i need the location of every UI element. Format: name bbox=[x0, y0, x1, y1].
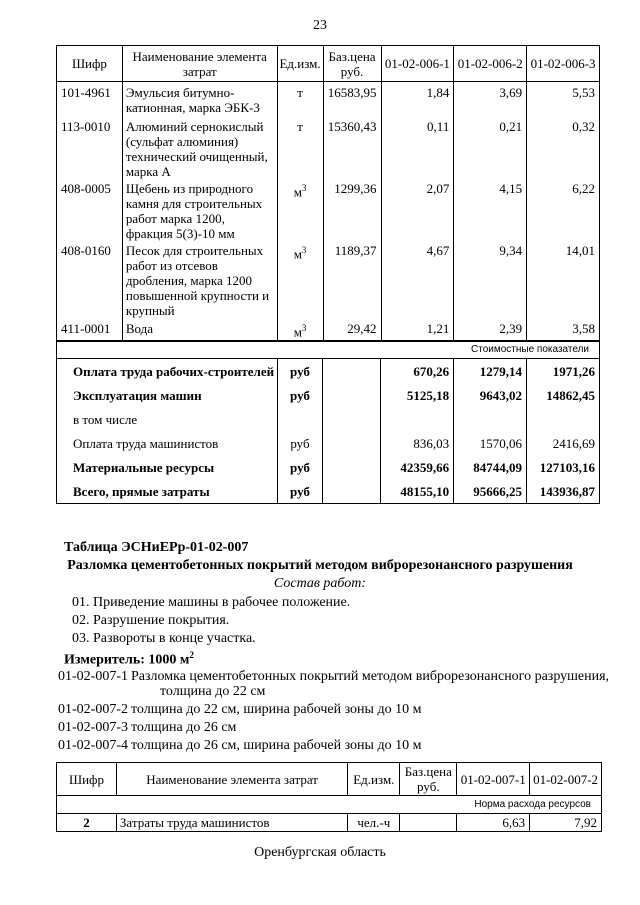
summary-price bbox=[323, 407, 381, 431]
row-price: 29,42 bbox=[323, 320, 381, 342]
summary-price bbox=[323, 359, 381, 384]
measure-text: Измеритель: 1000 м bbox=[64, 652, 190, 668]
row-price bbox=[400, 814, 457, 832]
summary-label: Всего, прямые затраты bbox=[57, 479, 278, 504]
row-code: 411-0001 bbox=[57, 320, 123, 342]
header-code: Шифр bbox=[57, 763, 117, 796]
summary-value-3: 2416,69 bbox=[527, 431, 600, 455]
row-value-2: 3,69 bbox=[454, 82, 527, 118]
summary-value-3: 143936,87 bbox=[527, 479, 600, 504]
row-code: 408-0005 bbox=[57, 180, 123, 242]
header-col2: 01-02-007-2 bbox=[530, 763, 602, 796]
header-name: Наименование элемента затрат bbox=[116, 763, 347, 796]
row-price: 1299,36 bbox=[323, 180, 381, 242]
summary-value-2: 9643,02 bbox=[454, 383, 527, 407]
summary-unit: руб bbox=[277, 479, 323, 504]
summary-price bbox=[323, 479, 381, 504]
summary-value-1: 5125,18 bbox=[381, 383, 454, 407]
unit-sup: 3 bbox=[301, 182, 307, 193]
row-value-1: 4,67 bbox=[381, 242, 454, 320]
row-value-3: 3,58 bbox=[527, 320, 600, 342]
row-code: 408-0160 bbox=[57, 242, 123, 320]
rate-text: толщина до 22 см bbox=[160, 684, 266, 699]
summary-price bbox=[323, 455, 381, 479]
row-code: 101-4961 bbox=[57, 82, 123, 118]
row-unit bbox=[277, 242, 323, 320]
header-unit: Ед.изм. bbox=[348, 763, 400, 796]
summary-row bbox=[57, 431, 600, 455]
header-name: Наименование элемента затрат bbox=[122, 46, 277, 82]
summary-price bbox=[323, 383, 381, 407]
table-row bbox=[57, 814, 602, 832]
work-item: 02. Разрушение покрытия. bbox=[72, 613, 230, 628]
summary-value-3: 127103,16 bbox=[527, 455, 600, 479]
row-value-3: 0,32 bbox=[527, 118, 600, 180]
rate-text: Разломка цементобетонных покрытий методом виброрезонансного разрушения, bbox=[131, 669, 610, 684]
section-heading: Разломка цементобетонных покрытий методом виброрезонансного разрушения bbox=[67, 558, 573, 573]
unit-text: м bbox=[293, 183, 302, 199]
rate-code: 01-02-007-1 bbox=[58, 669, 128, 684]
summary-value-1: 42359,66 bbox=[381, 455, 454, 479]
row-value-2: 9,34 bbox=[454, 242, 527, 320]
cost-header: Стоимостные показатели bbox=[57, 341, 600, 359]
row-name: Затраты труда машинистов bbox=[116, 814, 347, 832]
norm-header: Норма расхода ресурсов bbox=[57, 796, 602, 814]
header-col3: 01-02-006-3 bbox=[527, 46, 600, 82]
header-col1: 01-02-006-1 bbox=[381, 46, 454, 82]
measure-sup: 2 bbox=[189, 650, 194, 660]
row-name: Эмульсия битумно-катионная, марка ЭБК-3 bbox=[122, 82, 277, 118]
works-title: Состав работ: bbox=[273, 576, 367, 591]
row-value-1: 6,63 bbox=[457, 814, 530, 832]
unit-text: м bbox=[293, 323, 302, 339]
header-price: Баз.цена руб. bbox=[323, 46, 381, 82]
table-header-row bbox=[57, 763, 602, 796]
row-value-2: 2,39 bbox=[454, 320, 527, 342]
table-header-row bbox=[57, 46, 600, 82]
table-row bbox=[57, 242, 600, 320]
summary-row bbox=[57, 455, 600, 479]
table-row bbox=[57, 320, 600, 342]
summary-label: Материальные ресурсы bbox=[57, 455, 278, 479]
cost-summary-table bbox=[56, 340, 600, 504]
header-col2: 01-02-006-2 bbox=[454, 46, 527, 82]
summary-value-2 bbox=[454, 407, 527, 431]
row-value-1: 1,84 bbox=[381, 82, 454, 118]
summary-label: в том числе bbox=[57, 407, 278, 431]
table-row bbox=[57, 118, 600, 180]
table-title: Таблица ЭСНиЕРр-01-02-007 bbox=[64, 540, 249, 555]
row-unit bbox=[277, 320, 323, 342]
row-value-1: 2,07 bbox=[381, 180, 454, 242]
summary-label: Оплата труда рабочих-строителей bbox=[57, 359, 278, 384]
header-col1: 01-02-007-1 bbox=[457, 763, 530, 796]
summary-unit bbox=[277, 407, 323, 431]
summary-label: Оплата труда машинистов bbox=[57, 431, 278, 455]
rate-text: толщина до 26 см bbox=[131, 720, 237, 735]
rate-text: толщина до 22 см, ширина рабочей зоны до 10 м bbox=[131, 702, 422, 717]
rate-text: толщина до 26 см, ширина рабочей зоны до 10 м bbox=[131, 738, 422, 753]
row-value-3: 14,01 bbox=[527, 242, 600, 320]
rate-code: 01-02-007-3 bbox=[58, 720, 128, 735]
summary-value-2: 1570,06 bbox=[454, 431, 527, 455]
row-value-3: 6,22 bbox=[527, 180, 600, 242]
row-price: 16583,95 bbox=[323, 82, 381, 118]
summary-value-2: 95666,25 bbox=[454, 479, 527, 504]
summary-row bbox=[57, 383, 600, 407]
measure bbox=[64, 650, 194, 669]
summary-label: Эксплуатация машин bbox=[57, 383, 278, 407]
page-footer: Оренбургская область bbox=[254, 845, 386, 860]
row-unit: т bbox=[277, 118, 323, 180]
resources-table-2 bbox=[56, 762, 602, 832]
row-name: Песок для строительных работ из отсевов дробления, марка 1200 повышенной крупности и крупный bbox=[122, 242, 277, 320]
summary-unit: руб bbox=[277, 431, 323, 455]
summary-value-1: 670,26 bbox=[381, 359, 454, 384]
row-value-1: 0,11 bbox=[381, 118, 454, 180]
rate-code: 01-02-007-4 bbox=[58, 738, 128, 753]
rate-code: 01-02-007-2 bbox=[58, 702, 128, 717]
row-value-3: 5,53 bbox=[527, 82, 600, 118]
unit-text: м bbox=[293, 245, 302, 261]
row-unit: т bbox=[277, 82, 323, 118]
header-price: Баз.цена руб. bbox=[400, 763, 457, 796]
header-unit: Ед.изм. bbox=[277, 46, 323, 82]
summary-value-3: 14862,45 bbox=[527, 383, 600, 407]
summary-row bbox=[57, 359, 600, 384]
page-number: 23 bbox=[313, 18, 327, 33]
table-row bbox=[57, 82, 600, 118]
row-value-2: 7,92 bbox=[530, 814, 602, 832]
summary-value-1: 48155,10 bbox=[381, 479, 454, 504]
row-unit: чел.-ч bbox=[348, 814, 400, 832]
row-name: Вода bbox=[122, 320, 277, 342]
row-name: Алюминий сернокислый (сульфат алюминия) технический очищенный, марка А bbox=[122, 118, 277, 180]
summary-unit: руб bbox=[277, 359, 323, 384]
table-row bbox=[57, 180, 600, 242]
row-name: Щебень из природного камня для строительных работ марка 1200, фракция 5(3)-10 мм bbox=[122, 180, 277, 242]
row-price: 1189,37 bbox=[323, 242, 381, 320]
unit-sup: 3 bbox=[301, 244, 307, 255]
row-value-2: 4,15 bbox=[454, 180, 527, 242]
summary-value-3: 1971,26 bbox=[527, 359, 600, 384]
row-price: 15360,43 bbox=[323, 118, 381, 180]
summary-price bbox=[323, 431, 381, 455]
summary-value-1: 836,03 bbox=[381, 431, 454, 455]
row-value-1: 1,21 bbox=[381, 320, 454, 342]
row-code: 2 bbox=[57, 814, 117, 832]
summary-value-3 bbox=[527, 407, 600, 431]
work-item: 01. Приведение машины в рабочее положение. bbox=[72, 595, 351, 610]
summary-row bbox=[57, 479, 600, 504]
summary-value-2: 84744,09 bbox=[454, 455, 527, 479]
resources-table-1 bbox=[56, 45, 600, 342]
summary-value-1 bbox=[381, 407, 454, 431]
unit-sup: 3 bbox=[301, 322, 307, 333]
row-code: 113-0010 bbox=[57, 118, 123, 180]
summary-value-2: 1279,14 bbox=[454, 359, 527, 384]
summary-unit: руб bbox=[277, 383, 323, 407]
header-code: Шифр bbox=[57, 46, 123, 82]
work-item: 03. Развороты в конце участка. bbox=[72, 631, 256, 646]
summary-unit: руб bbox=[277, 455, 323, 479]
row-unit bbox=[277, 180, 323, 242]
row-value-2: 0,21 bbox=[454, 118, 527, 180]
summary-row bbox=[57, 407, 600, 431]
